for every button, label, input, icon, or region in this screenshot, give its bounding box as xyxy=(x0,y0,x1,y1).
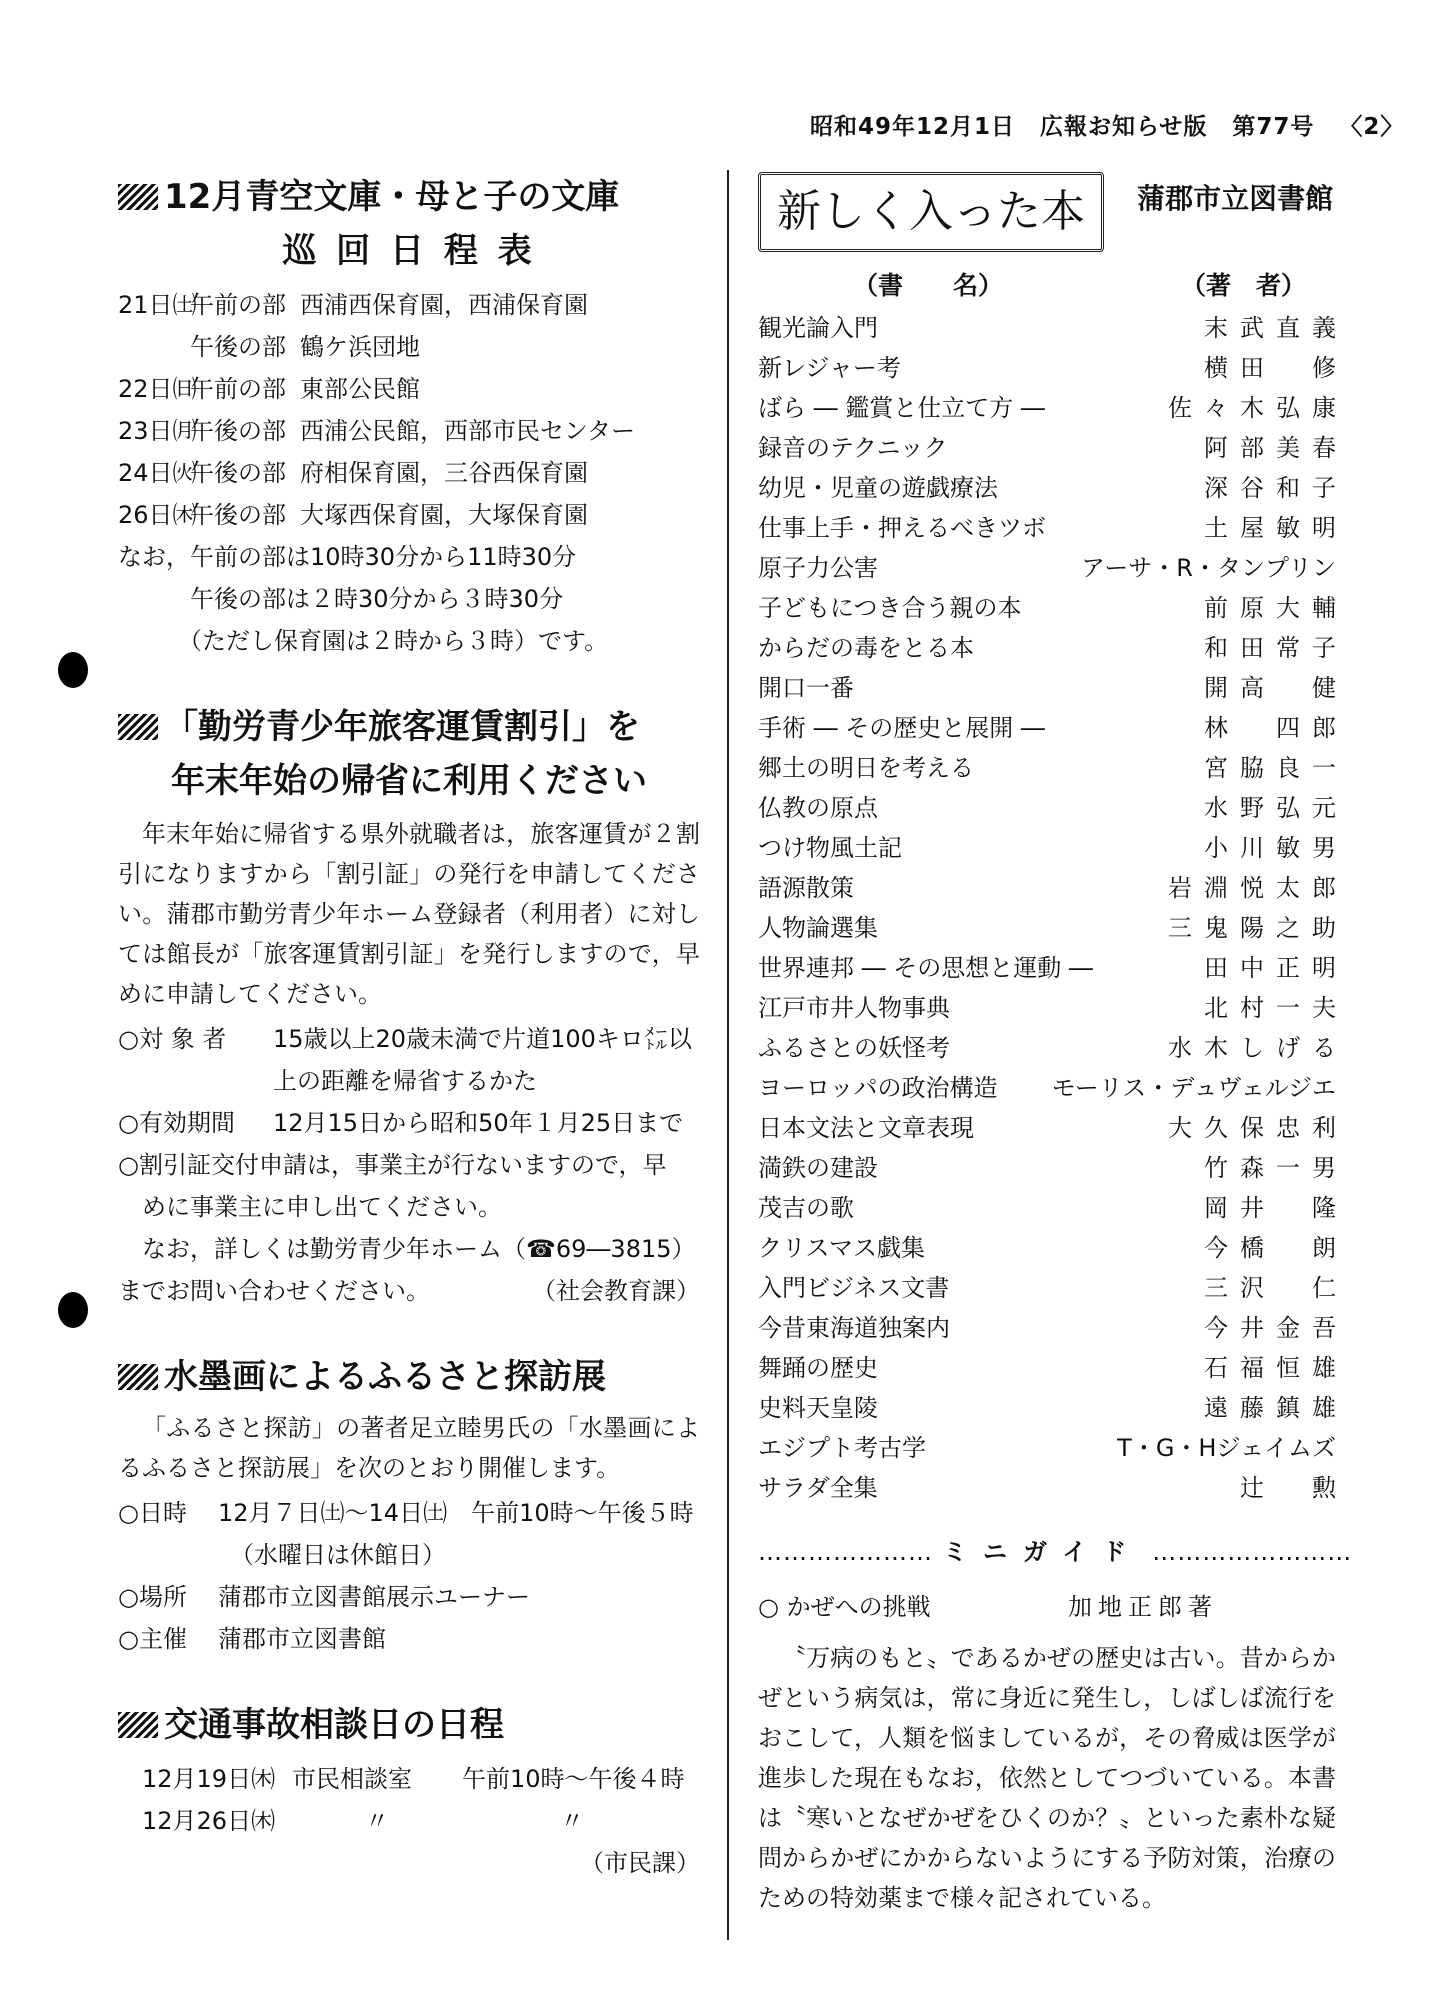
schedule-place: 府相保育園，三谷西保育園 xyxy=(300,459,588,487)
schedule-day: 24日㈫ xyxy=(118,459,197,487)
book-row xyxy=(758,1388,1348,1428)
body-text: 年末年始に帰省する県外就職者は，旅客運賃が２割引になりますから「割引証」の発行を申請してください。蒲郡市勤労青少年ホーム登録者（利用者）に対しては館長が「旅客運賃割引証」を発行しますので，早めに申請してください。 xyxy=(118,820,700,1008)
book-list xyxy=(758,308,1348,1508)
section-title: 交通事故相談日の日程 xyxy=(118,1700,700,1750)
binding-hole xyxy=(58,652,88,688)
right-column xyxy=(758,172,1353,1918)
book-row xyxy=(758,348,1348,388)
mini-guide-book: ○ かぜへの挑戦 加地正郎著 xyxy=(758,1586,1336,1628)
book-author: 開高 健 xyxy=(1204,674,1348,702)
book-author: 林 四郎 xyxy=(1204,714,1348,742)
book-row xyxy=(758,548,1336,588)
schedule-row xyxy=(118,326,700,368)
book-author: 三沢 仁 xyxy=(1204,1274,1348,1302)
schedule-session: 午後の部 xyxy=(190,501,286,529)
book-author: 和田常子 xyxy=(1204,634,1348,662)
schedule-day: 22日㈰ xyxy=(118,375,197,403)
book-title: 今昔東海道独案内 xyxy=(758,1314,950,1342)
consult-schedule xyxy=(118,1758,700,1842)
book-row xyxy=(758,948,1348,988)
period-row: ○有効期間 12月15日から昭和50年１月25日まで xyxy=(118,1109,684,1137)
schedule-session: 午前の部 xyxy=(190,375,286,403)
book-row xyxy=(758,1028,1348,1068)
dept-label: （社会教育課） xyxy=(532,1277,700,1305)
book-row xyxy=(758,868,1348,908)
library-name: 蒲郡市立図書館 xyxy=(1137,182,1334,215)
book-row xyxy=(758,828,1348,868)
book-title: 舞踊の歴史 xyxy=(758,1354,878,1382)
issue-number: 第77号 xyxy=(1232,114,1315,140)
schedule-place: 西浦西保育園，西浦保育園 xyxy=(300,291,588,319)
book-row xyxy=(758,428,1348,468)
book-title: エジプト考古学 xyxy=(758,1434,926,1462)
book-title: 録音のテクニック xyxy=(758,434,948,462)
book-row xyxy=(758,988,1348,1028)
page-number: 〈2〉 xyxy=(1339,114,1405,140)
book-title: からだの毒をとる本 xyxy=(758,634,974,662)
book-author: 深谷和子 xyxy=(1204,474,1348,502)
book-title: 仏教の原点 xyxy=(758,794,878,822)
left-column xyxy=(118,172,700,1884)
book-title: 郷土の明日を考える xyxy=(758,754,974,782)
consult-row xyxy=(142,1800,700,1842)
hatch-mark xyxy=(118,1712,158,1738)
publication-name: 広報お知らせ版 xyxy=(1040,114,1208,140)
host-row: ○主催 蒲郡市立図書館 xyxy=(118,1625,386,1653)
book-row xyxy=(758,1108,1348,1148)
ryokaku-section xyxy=(118,702,700,1312)
issue-date: 昭和49年12月1日 xyxy=(810,114,1016,140)
book-title: 史料天皇陵 xyxy=(758,1394,878,1422)
book-row xyxy=(758,1148,1348,1188)
book-title: ばら ― 鑑賞と仕立て方 ― xyxy=(758,394,1045,422)
schedule-day: 21日㈯ xyxy=(118,291,197,319)
note: 午後の部は２時30分から３時30分 xyxy=(190,585,564,613)
book-author: 阿部美春 xyxy=(1204,434,1348,462)
book-title: 満鉄の建設 xyxy=(758,1154,878,1182)
book-author: 前原大輔 xyxy=(1204,594,1348,622)
body-text: 「ふるさと探訪」の著者足立睦男氏の「水墨画によるふるさと探訪展」を次のとおり開催します。 xyxy=(118,1414,700,1482)
target-row-cont: 上の距離を帰省するかた xyxy=(273,1067,537,1095)
col-title: （書 名） xyxy=(852,271,1003,300)
schedule-row xyxy=(118,410,700,452)
section-subtitle: 年末年始の帰省に利用ください xyxy=(171,761,647,801)
book-author: 大久保忠利 xyxy=(1168,1114,1348,1142)
book-author: 田中正明 xyxy=(1204,954,1348,982)
book-row xyxy=(758,1428,1336,1468)
book-title: 語源散策 xyxy=(758,874,854,902)
book-author: 竹森一男 xyxy=(1204,1154,1348,1182)
binding-hole xyxy=(58,1292,88,1328)
book-row xyxy=(758,1348,1348,1388)
book-row xyxy=(758,588,1348,628)
book-title: 原子力公害 xyxy=(758,554,878,582)
book-author: 岩淵悦太郎 xyxy=(1168,874,1348,902)
book-title: 開口一番 xyxy=(758,674,854,702)
schedule-row xyxy=(118,494,700,536)
book-row xyxy=(758,788,1348,828)
schedule-row xyxy=(118,452,700,494)
book-row xyxy=(758,708,1348,748)
schedule-session: 午後の部 xyxy=(190,333,286,361)
book-author: 遠藤鎮雄 xyxy=(1204,1394,1348,1422)
book-author: 今井金吾 xyxy=(1204,1314,1348,1342)
schedule-place: 大塚西保育園，大塚保育園 xyxy=(300,501,588,529)
book-row xyxy=(758,628,1348,668)
date-row: ○日時 12月７日㈯～14日㈯ 午前10時～午後５時 xyxy=(118,1499,694,1527)
book-author: 三鬼陽之助 xyxy=(1168,914,1348,942)
contact-note: なお，詳しくは勤労青少年ホーム（☎69―3815） xyxy=(142,1235,696,1263)
schedule-row xyxy=(118,284,700,326)
book-author: 水野弘元 xyxy=(1204,794,1348,822)
schedule-place: 東部公民館 xyxy=(300,375,420,403)
schedule-session: 午前の部 xyxy=(190,291,286,319)
section-title: 12月青空文庫・母と子の文庫 xyxy=(118,172,700,222)
book-row xyxy=(758,508,1348,548)
schedule-list xyxy=(118,284,700,536)
book-title: 手術 ― その歴史と展開 ― xyxy=(758,714,1045,742)
schedule-session: 午後の部 xyxy=(190,459,286,487)
schedule-day: 26日㈭ xyxy=(118,501,197,529)
col-author: （著 者） xyxy=(1180,271,1306,300)
book-author: 岡井 隆 xyxy=(1204,1194,1348,1222)
book-author: アーサ・R・タンプリン xyxy=(1081,554,1336,582)
book-author: T・G・Hジェイムズ xyxy=(1117,1434,1336,1462)
book-title: 子どもにつき合う親の本 xyxy=(758,594,1022,622)
contact-row: までお問い合わせください。 （社会教育課） xyxy=(118,1270,700,1312)
book-title: ふるさとの妖怪考 xyxy=(758,1034,950,1062)
book-author: 横田 修 xyxy=(1204,354,1348,382)
schedule-place: 西浦公民館，西部市民センター xyxy=(300,417,636,445)
consult-time: 午前10時～午後４時 xyxy=(462,1765,685,1793)
book-title: サラダ全集 xyxy=(758,1474,878,1502)
book-row xyxy=(758,388,1348,428)
book-table-header xyxy=(758,264,1336,308)
book-title: 茂吉の歌 xyxy=(758,1194,854,1222)
kotsu-section xyxy=(118,1700,700,1884)
book-author: 石福恒雄 xyxy=(1204,1354,1348,1382)
book-title: 観光論入門 xyxy=(758,314,878,342)
schedule-row xyxy=(118,368,700,410)
suibokuga-section xyxy=(118,1352,700,1660)
schedule-session: 午後の部 xyxy=(190,417,286,445)
book-title: 世界連邦 ― その思想と運動 ― xyxy=(758,954,1093,982)
book-row xyxy=(758,1188,1348,1228)
book-author: 小川敏男 xyxy=(1204,834,1348,862)
book-row xyxy=(758,748,1348,788)
hatch-mark xyxy=(118,714,158,740)
book-title: 仕事上手・押えるべきツボ xyxy=(758,514,1046,542)
book-author: 末武直義 xyxy=(1204,314,1348,342)
page-header xyxy=(810,108,1420,141)
column-divider xyxy=(727,170,729,1940)
consult-place: 〃 xyxy=(365,1807,389,1835)
book-author: 土屋敏明 xyxy=(1204,514,1348,542)
bunko-section xyxy=(118,172,700,662)
note: （ただし保育園は２時から３時）です。 xyxy=(178,627,609,655)
mini-guide-body: 〝万病のもと〟であるかぜの歴史は古い。昔からかぜという病気は，常に身近に発生し，しばしば流行をおこして，人類を悩ましているが，その脅威は医学が進歩した現在もなお，依然としてつづいている。本書は〝寒いとなぜかぜをひくのか？〟といった素朴な疑問からかぜにかからないようにする予防対策，治療のための特効薬まで様々記されている。 xyxy=(758,1644,1336,1912)
book-title: 新レジャー考 xyxy=(758,354,901,382)
book-author: 水木しげる xyxy=(1168,1034,1348,1062)
dept-label: （市民課） xyxy=(580,1849,700,1877)
section-title: 水墨画によるふるさと探訪展 xyxy=(118,1352,700,1402)
mini-guide-author: 加地正郎著 xyxy=(1068,1593,1218,1621)
consult-place: 市民相談室 xyxy=(292,1765,412,1793)
place-row: ○場所 蒲郡市立図書館展示ユーナー xyxy=(118,1583,530,1611)
book-row xyxy=(758,1468,1348,1508)
book-row xyxy=(758,908,1348,948)
consult-row xyxy=(142,1758,700,1800)
book-title: 入門ビジネス文書 xyxy=(758,1274,950,1302)
book-row xyxy=(758,1068,1336,1108)
book-author: 北村一夫 xyxy=(1204,994,1348,1022)
book-title: 日本文法と文章表現 xyxy=(758,1114,974,1142)
book-title: 人物論選集 xyxy=(758,914,878,942)
hatch-mark xyxy=(118,1364,158,1390)
book-row xyxy=(758,1308,1348,1348)
mini-guide-rule: ………………… ミニガイド …………………… xyxy=(758,1538,1353,1566)
section-subtitle: 巡 回 日 程 表 xyxy=(282,231,536,271)
hatch-mark xyxy=(118,184,158,210)
consult-date: 12月26日㈭ xyxy=(142,1807,276,1835)
book-title: 江戸市井人物事典 xyxy=(758,994,950,1022)
book-title: 幼児・児童の遊戯療法 xyxy=(758,474,998,502)
book-author: モーリス・デュヴェルジエ xyxy=(1051,1074,1336,1102)
closed-note: （水曜日は休館日） xyxy=(230,1541,446,1569)
book-title: クリスマス戯集 xyxy=(758,1234,926,1262)
book-title: ヨーロッパの政治構造 xyxy=(758,1074,998,1102)
book-row xyxy=(758,308,1348,348)
target-row: ○対 象 者 15歳以上20歳未満で片道100キロ㍍以 xyxy=(118,1025,692,1053)
book-row xyxy=(758,1228,1348,1268)
book-author: 今橋 朗 xyxy=(1204,1234,1348,1262)
apply-note: ○割引証交付申請は，事業主が行ないますので，早 xyxy=(118,1151,667,1179)
schedule-day: 23日㈪ xyxy=(118,417,197,445)
apply-note-cont: めに事業主に申し出てください。 xyxy=(142,1193,502,1221)
book-row xyxy=(758,1268,1348,1308)
schedule-place: 鶴ケ浜団地 xyxy=(300,333,420,361)
book-row xyxy=(758,468,1348,508)
book-title: つけ物風土記 xyxy=(758,834,902,862)
books-heading xyxy=(758,172,1336,252)
book-author: 宮脇良一 xyxy=(1204,754,1348,782)
book-author: 佐々木弘康 xyxy=(1168,394,1348,422)
consult-date: 12月19日㈭ xyxy=(142,1765,276,1793)
book-row xyxy=(758,668,1348,708)
section-title: 「勤労青少年旅客運賃割引」を xyxy=(118,702,700,752)
book-author: 辻 勲 xyxy=(1240,1474,1348,1502)
schedule-day xyxy=(118,326,190,368)
consult-time: 〃 xyxy=(560,1807,584,1835)
note: なお，午前の部は10時30分から11時30分 xyxy=(118,543,577,571)
books-title: 新しく入った本 xyxy=(758,172,1104,252)
